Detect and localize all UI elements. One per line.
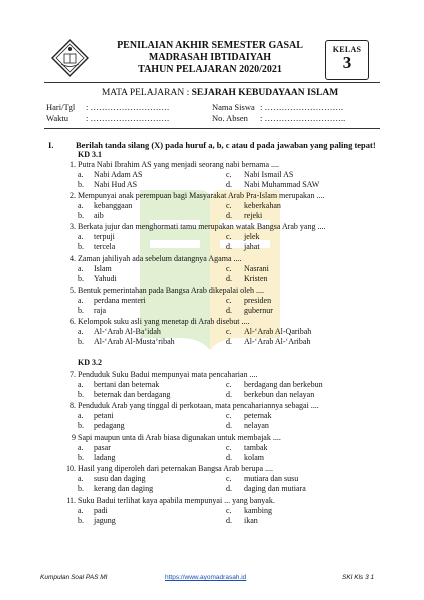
question-text: Putra Nabi Ibrahim AS yang menjadi seorang nabi bernama ....	[78, 160, 280, 169]
question-text: Kelompok suku asli yang menetap di Arab disebut ....	[78, 317, 250, 326]
option-d[interactable]: Nabi Muhammad SAW	[244, 180, 320, 189]
option-d[interactable]: berkebun dan nelayan	[244, 390, 315, 399]
question-number: 7.	[70, 370, 76, 379]
option-letter-d[interactable]: d.	[226, 306, 232, 315]
option-letter-b[interactable]: b.	[78, 180, 84, 189]
option-c[interactable]: peternak	[244, 411, 272, 420]
option-a[interactable]: Islam	[94, 264, 112, 273]
question-number: 10.	[66, 464, 76, 473]
option-letter-a[interactable]: a.	[78, 232, 84, 241]
option-c[interactable]: tambak	[244, 443, 268, 452]
option-b[interactable]: tercela	[94, 242, 116, 251]
question-item	[66, 496, 378, 526]
option-letter-d[interactable]: d.	[226, 390, 232, 399]
option-b[interactable]: kerang dan daging	[94, 484, 154, 493]
question-item	[66, 464, 378, 494]
option-b[interactable]: Al-‘Arab Al-Musta’ribah	[94, 337, 175, 346]
exam-header	[100, 40, 320, 76]
option-d[interactable]: Al-‘Arab Al-‘Aribah	[244, 337, 311, 346]
option-d[interactable]: kolam	[244, 453, 264, 462]
option-b[interactable]: raja	[94, 306, 106, 315]
header-line-2: MADRASAH IBTIDAIYAH	[148, 52, 272, 63]
question-number: 4.	[70, 254, 76, 263]
option-letter-b[interactable]: b.	[78, 484, 84, 493]
option-b[interactable]: aib	[94, 211, 104, 220]
question-number: 6.	[70, 317, 76, 326]
option-letter-d[interactable]: d.	[226, 421, 232, 430]
option-letter-a[interactable]: a.	[78, 264, 84, 273]
option-letter-c[interactable]: c.	[226, 170, 232, 179]
question-item	[70, 191, 378, 221]
hari-label: Hari/Tgl	[46, 102, 76, 112]
hari-field[interactable]: : ……………………….	[86, 102, 170, 112]
waktu-label: Waktu	[46, 113, 68, 123]
question-item	[70, 370, 378, 400]
option-c[interactable]: keberkahan	[244, 201, 281, 210]
option-letter-a[interactable]: a.	[78, 411, 84, 420]
option-c[interactable]: Nabi Ismail AS	[244, 170, 294, 179]
section-number: I.	[48, 140, 54, 150]
option-b[interactable]: jagung	[94, 516, 116, 525]
question-item	[70, 286, 378, 316]
absen-label: No. Absen	[212, 113, 248, 123]
absen-field[interactable]: : ………………………..	[260, 113, 346, 123]
question-text: Penduduk Suku Badui mempunyai mata pencaharian ....	[78, 370, 258, 379]
option-c[interactable]: Al-‘Arab Al-Qaribah	[244, 327, 312, 336]
footer-left: Kumpulan Soal PAS MI	[40, 574, 108, 581]
option-c[interactable]: mutiara dan susu	[244, 474, 299, 483]
identity-right	[212, 102, 345, 124]
option-a[interactable]: kebanggaan	[94, 201, 133, 210]
option-a[interactable]: petani	[94, 411, 114, 420]
question-number: 5.	[70, 286, 76, 295]
option-letter-c[interactable]: c.	[226, 232, 232, 241]
mapel-line	[60, 88, 380, 98]
option-letter-b[interactable]: b.	[78, 390, 84, 399]
option-a[interactable]: terpuji	[94, 232, 115, 241]
option-d[interactable]: ikan	[244, 516, 258, 525]
identity-left	[46, 102, 169, 124]
option-letter-c[interactable]: c.	[226, 474, 232, 483]
option-letter-b[interactable]: b.	[78, 421, 84, 430]
option-c[interactable]: Nasrani	[244, 264, 269, 273]
kelas-label: KELAS	[332, 45, 362, 54]
question-item	[70, 317, 378, 347]
header-line-1: PENILAIAN AKHIR SEMESTER GASAL	[117, 40, 303, 51]
footer-right: SKI Kls 3 1	[342, 574, 375, 581]
question-text: Bentuk pemerintahan pada Bangsa Arab dikepalai oleh ....	[78, 286, 264, 295]
option-letter-c[interactable]: c.	[226, 506, 232, 515]
option-b[interactable]: Yahudi	[94, 274, 117, 283]
option-letter-b[interactable]: b.	[78, 516, 84, 525]
option-d[interactable]: gubernur	[244, 306, 273, 315]
option-b[interactable]: beternak dan berdagang	[94, 390, 171, 399]
option-letter-c[interactable]: c.	[226, 411, 232, 420]
question-item	[70, 222, 378, 252]
question-item	[70, 401, 378, 431]
question-text: Hasil yang diperoleh dari peternakan Bangsa Arab berupa ....	[78, 464, 274, 473]
identity-divider	[44, 128, 380, 129]
footer-link[interactable]: https://www.ayomadrasah.id	[165, 574, 247, 581]
question-item	[70, 160, 378, 190]
option-c[interactable]: kambing	[244, 506, 272, 515]
option-letter-c[interactable]: c.	[226, 380, 232, 389]
option-d[interactable]: nelayan	[244, 421, 269, 430]
option-letter-c[interactable]: c.	[226, 296, 232, 305]
option-d[interactable]: rejeki	[244, 211, 263, 220]
option-c[interactable]: presiden	[244, 296, 272, 305]
kelas-box	[325, 40, 369, 80]
option-a[interactable]: perdana menteri	[94, 296, 146, 305]
option-letter-a[interactable]: a.	[78, 474, 84, 483]
question-number: 2.	[70, 191, 76, 200]
option-letter-a[interactable]: a.	[78, 327, 84, 336]
footer-link-wrap	[165, 574, 246, 581]
mapel-value: SEJARAH KEBUDAYAAN ISLAM	[191, 88, 339, 98]
waktu-field[interactable]: : ……………………….	[86, 113, 170, 123]
option-letter-a[interactable]: a.	[78, 296, 84, 305]
option-d[interactable]: jahat	[244, 242, 260, 251]
option-letter-d[interactable]: d.	[226, 516, 232, 525]
option-b[interactable]: ladang	[94, 453, 116, 462]
question-text: Mempunyai anak perempuan bagi Masyarakat Arab Pra-Islam merupakan ....	[78, 191, 325, 200]
question-item	[72, 433, 378, 463]
option-a[interactable]: Nabi Adam AS	[94, 170, 143, 179]
option-a[interactable]: pasar	[94, 443, 111, 452]
option-d[interactable]: Kristen	[244, 274, 268, 283]
question-text: Berkata jujur dan menghormati tamu merupakan watak Bangsa Arab yang ....	[78, 222, 326, 231]
option-letter-d[interactable]: d.	[226, 337, 232, 346]
option-letter-c[interactable]: c.	[226, 327, 232, 336]
option-letter-a[interactable]: a.	[78, 170, 84, 179]
option-c[interactable]: berdagang dan berkebun	[244, 380, 323, 389]
option-letter-c[interactable]: c.	[226, 264, 232, 273]
option-letter-a[interactable]: a.	[78, 201, 84, 210]
question-text: Suku Badui terlihat kaya apabila mempunyai ... yang banyak.	[78, 496, 275, 505]
option-letter-b[interactable]: b.	[78, 211, 84, 220]
option-letter-c[interactable]: c.	[226, 201, 232, 210]
nama-field[interactable]: : ……………………….	[260, 102, 344, 112]
question-text: Penduduk Arab yang tinggal di perkotaan, mata pencahariannya sebagai ....	[78, 401, 319, 410]
option-letter-b[interactable]: b.	[78, 306, 84, 315]
question-number: 11.	[66, 496, 76, 505]
header-line-3: TAHUN PELAJARAN 2020/2021	[138, 64, 282, 75]
question-text: Zaman jahiliyah ada sebelum datangnya Agama ....	[78, 254, 242, 263]
option-letter-d[interactable]: d.	[226, 180, 232, 189]
question-item	[70, 254, 378, 284]
nama-label: Nama Siswa	[212, 102, 255, 112]
kd-heading-2: KD 3.2	[78, 358, 102, 367]
option-letter-b[interactable]: b.	[78, 274, 84, 283]
option-letter-b[interactable]: b.	[78, 453, 84, 462]
option-b[interactable]: Nabi Hud AS	[94, 180, 138, 189]
section-instruction	[48, 140, 376, 150]
question-number: 9	[72, 433, 76, 442]
option-letter-b[interactable]: b.	[78, 242, 84, 251]
question-number: 1.	[70, 160, 76, 169]
option-c[interactable]: jelek	[244, 232, 260, 241]
option-letter-a[interactable]: a.	[78, 506, 84, 515]
option-b[interactable]: pedagang	[94, 421, 125, 430]
option-letter-c[interactable]: c.	[226, 443, 232, 452]
question-text: Sapi maupun unta di Arab biasa digunakan untuk membajak ....	[78, 433, 281, 442]
question-number: 3.	[70, 222, 76, 231]
question-number: 8.	[70, 401, 76, 410]
option-a[interactable]: susu dan daging	[94, 474, 146, 483]
option-letter-b[interactable]: b.	[78, 337, 84, 346]
option-letter-d[interactable]: d.	[226, 484, 232, 493]
mapel-label: MATA PELAJARAN :	[101, 88, 190, 98]
option-letter-d[interactable]: d.	[226, 211, 232, 220]
school-crest-icon	[50, 38, 90, 78]
option-a[interactable]: Al-‘Arab Al-Ba’idah	[94, 327, 161, 336]
option-a[interactable]: padi	[94, 506, 108, 515]
option-a[interactable]: bertani dan beternak	[94, 380, 160, 389]
option-letter-d[interactable]: d.	[226, 274, 232, 283]
option-letter-a[interactable]: a.	[78, 443, 84, 452]
kd-heading-1: KD 3.1	[78, 150, 102, 159]
option-letter-d[interactable]: d.	[226, 453, 232, 462]
option-d[interactable]: daging dan mutiara	[244, 484, 306, 493]
kelas-value: 3	[342, 53, 352, 72]
header-divider	[44, 82, 380, 83]
option-letter-a[interactable]: a.	[78, 380, 84, 389]
option-letter-d[interactable]: d.	[226, 242, 232, 251]
section-text: Berilah tanda silang (X) pada huruf a, b, c atau d pada jawaban yang paling tepat!	[76, 140, 376, 150]
